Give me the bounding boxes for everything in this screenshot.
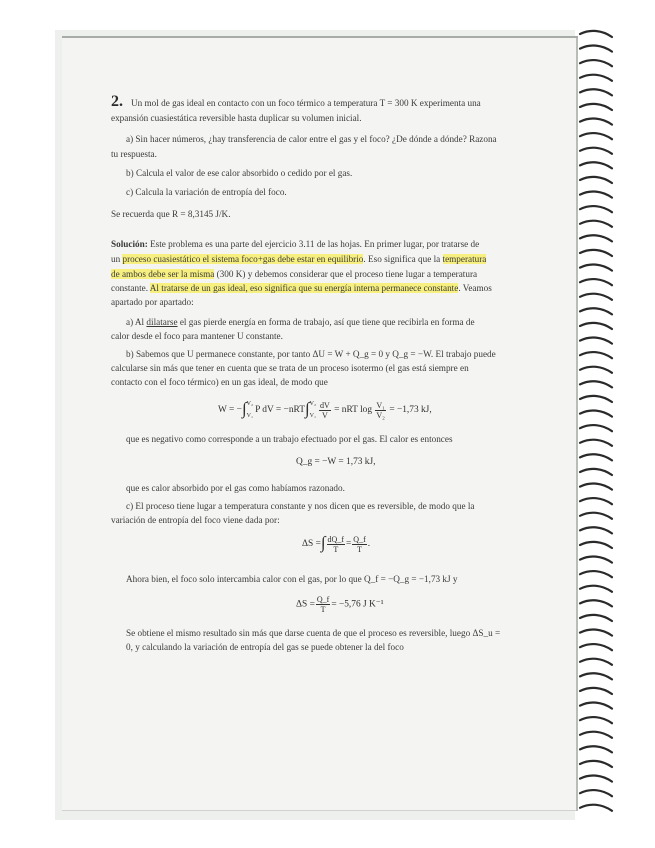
spiral-coil [580,177,612,183]
solution-label: Solución: [111,239,148,249]
solution-line-5: apartado por apartado: [111,297,194,307]
spiral-coil [580,454,612,460]
solution-line-2: un proceso cuasiestático el sistema foco+gas debe estar en equilibrio. Eso significa que la temperatura [111,254,487,264]
spiral-coil [580,483,612,489]
spiral-coil [580,308,612,314]
constant-reminder: Se recuerda que R = 8,3145 J/K. [111,209,231,219]
part-c-question: c) Calcula la variación de entropía del foco. [126,187,287,197]
work-equation: W = −∫ V₂ V₁ P dV = −nRT∫ V₂ V₁ $\frac{dV}{V}$ = nRT log $\frac{\text{V₁}}{\text{V₂}}$ = −1,73 kJ, [218,399,432,420]
spiral-coil [580,352,612,358]
spiral-coil [580,148,612,154]
spiral-coil [580,75,612,81]
page-top-edge [62,36,578,38]
part-a-line-1: a) Sin hacer números, ¿hay transferencia de calor entre el gas y el foco? ¿De dónde a dónde? Razona [126,134,497,144]
spiral-coil [580,469,612,475]
spiral-coil [580,775,612,781]
spiral-coil [580,104,612,110]
spiral-coil [580,235,612,241]
spiral-coil [580,31,612,37]
spiral-coil [580,396,612,402]
spiral-coil [580,221,612,227]
spiral-coil [580,498,612,504]
spiral-coil [580,440,612,446]
answer-a-line-1: a) Al dilatarse el gas pierde energía en forma de trabajo, así que tiene que recibirla en forma de [126,317,475,327]
solution-line-4: constante. Al tratarse de un gas ideal, eso significa que su energía interna permanece constante. Veamos [111,283,492,293]
problem-statement-line-1: Un mol de gas ideal en contacto con un foco térmico a temperatura T = 300 K experimenta una [131,98,481,108]
spiral-coil [580,60,612,66]
spiral-coil [580,191,612,197]
spiral-coil [580,250,612,256]
final-line-2: 0, y calculando la variación de entropía del gas se puede obtener la del foco [126,642,404,652]
spiral-coil [580,600,612,606]
answer-b-line-3: contacto con el foco térmico) en un gas ideal, de modo que [111,377,328,387]
spiral-coil [580,337,612,343]
spiral-coil [580,279,612,285]
spiral-coil [580,133,612,139]
spiral-coil [580,629,612,635]
spiral-coil [580,89,612,95]
spiral-coil [580,206,612,212]
spiral-coil [580,688,612,694]
spiral-coil [580,586,612,592]
entropy-value-equation: ΔS = $\frac{Q\_f}{T}$ = −5,76 J K⁻¹ [296,595,384,614]
spiral-coil [580,264,612,270]
solution-line-1: Solución: Este problema es una parte del ejercicio 3.11 de las hojas. En primer lugar, por tratarse de [111,239,480,249]
spiral-coil [580,732,612,738]
spiral-coil [580,702,612,708]
heat-equation: Q_g = −W = 1,73 kJ, [296,457,376,467]
spiral-coil [580,717,612,723]
final-line-1: Se obtiene el mismo resultado sin más que darse cuenta de que el proceso es reversible, luego ΔS_u = [126,628,501,638]
spiral-coil [580,45,612,51]
highlight-equilibrium: proceso cuasiestático el sistema foco+gas debe estar en equilibrio [122,254,364,264]
spiral-coil [580,805,612,811]
spiral-coil [580,367,612,373]
answer-b-line-2: calcularse sin más que tener en cuenta que se trata de un proceso isotermo (el gas está siempre en [111,363,469,373]
spiral-coil [580,323,612,329]
spiral-coil [580,644,612,650]
spiral-binding [574,22,618,822]
spiral-coil [580,527,612,533]
highlight-same-temperature: de ambos debe ser la misma [111,269,215,279]
spiral-coil [580,615,612,621]
spiral-coil [580,425,612,431]
solution-line-3: de ambos debe ser la misma (300 K) y debemos considerar que el proceso tiene lugar a temperatura [111,269,478,279]
part-a-line-2: tu respuesta. [111,149,157,159]
spiral-coil [580,673,612,679]
part-b-question: b) Calcula el valor de ese calor absorbido o cedido por el gas. [126,168,353,178]
answer-b-line-1: b) Sabemos que U permanece constante, por tanto ΔU = W + Q_g = 0 y Q_g = −W. El trabajo puede [126,349,496,359]
after-work-text: que es negativo como corresponde a un trabajo efectuado por el gas. El calor es entonces [126,434,453,444]
spiral-coil [580,746,612,752]
spiral-coil [580,556,612,562]
spiral-coil [580,542,612,548]
answer-a-line-2: calor desde el foco para mantener U constante. [111,331,283,341]
after-heat-text: que es calor absorbido por el gas como habíamos razonado. [126,483,345,493]
answer-c-line-1: c) El proceso tiene lugar a temperatura constante y nos dicen que es reversible, de modo que la [126,501,475,511]
spiral-coil [580,761,612,767]
spiral-coil [580,410,612,416]
foco-heat-line: Ahora bien, el foco solo intercambia calor con el gas, por lo que Q_f = −Q_g = −1,73 kJ y [126,574,458,584]
entropy-definition-equation: ΔS =∫ $\frac{dQ\_f}{T}$ = $\frac{Q\_f}{T}$ . [302,533,371,554]
spiral-coil [580,513,612,519]
problem-statement-line-2: expansión cuasiestática reversible hasta duplicar su volumen inicial. [111,113,362,123]
spiral-coil [580,294,612,300]
spiral-coil [580,381,612,387]
spiral-coil [580,659,612,665]
spiral-coil [580,571,612,577]
answer-c-line-2: variación de entropía del foco viene dada por: [111,515,280,525]
spiral-coil [580,118,612,124]
spiral-coil [580,790,612,796]
spiral-coil [580,162,612,168]
highlight-internal-energy: Al tratarse de un gas ideal, eso significa que su energía interna permanece constante [149,283,459,293]
problem-number: 2. [111,93,123,110]
